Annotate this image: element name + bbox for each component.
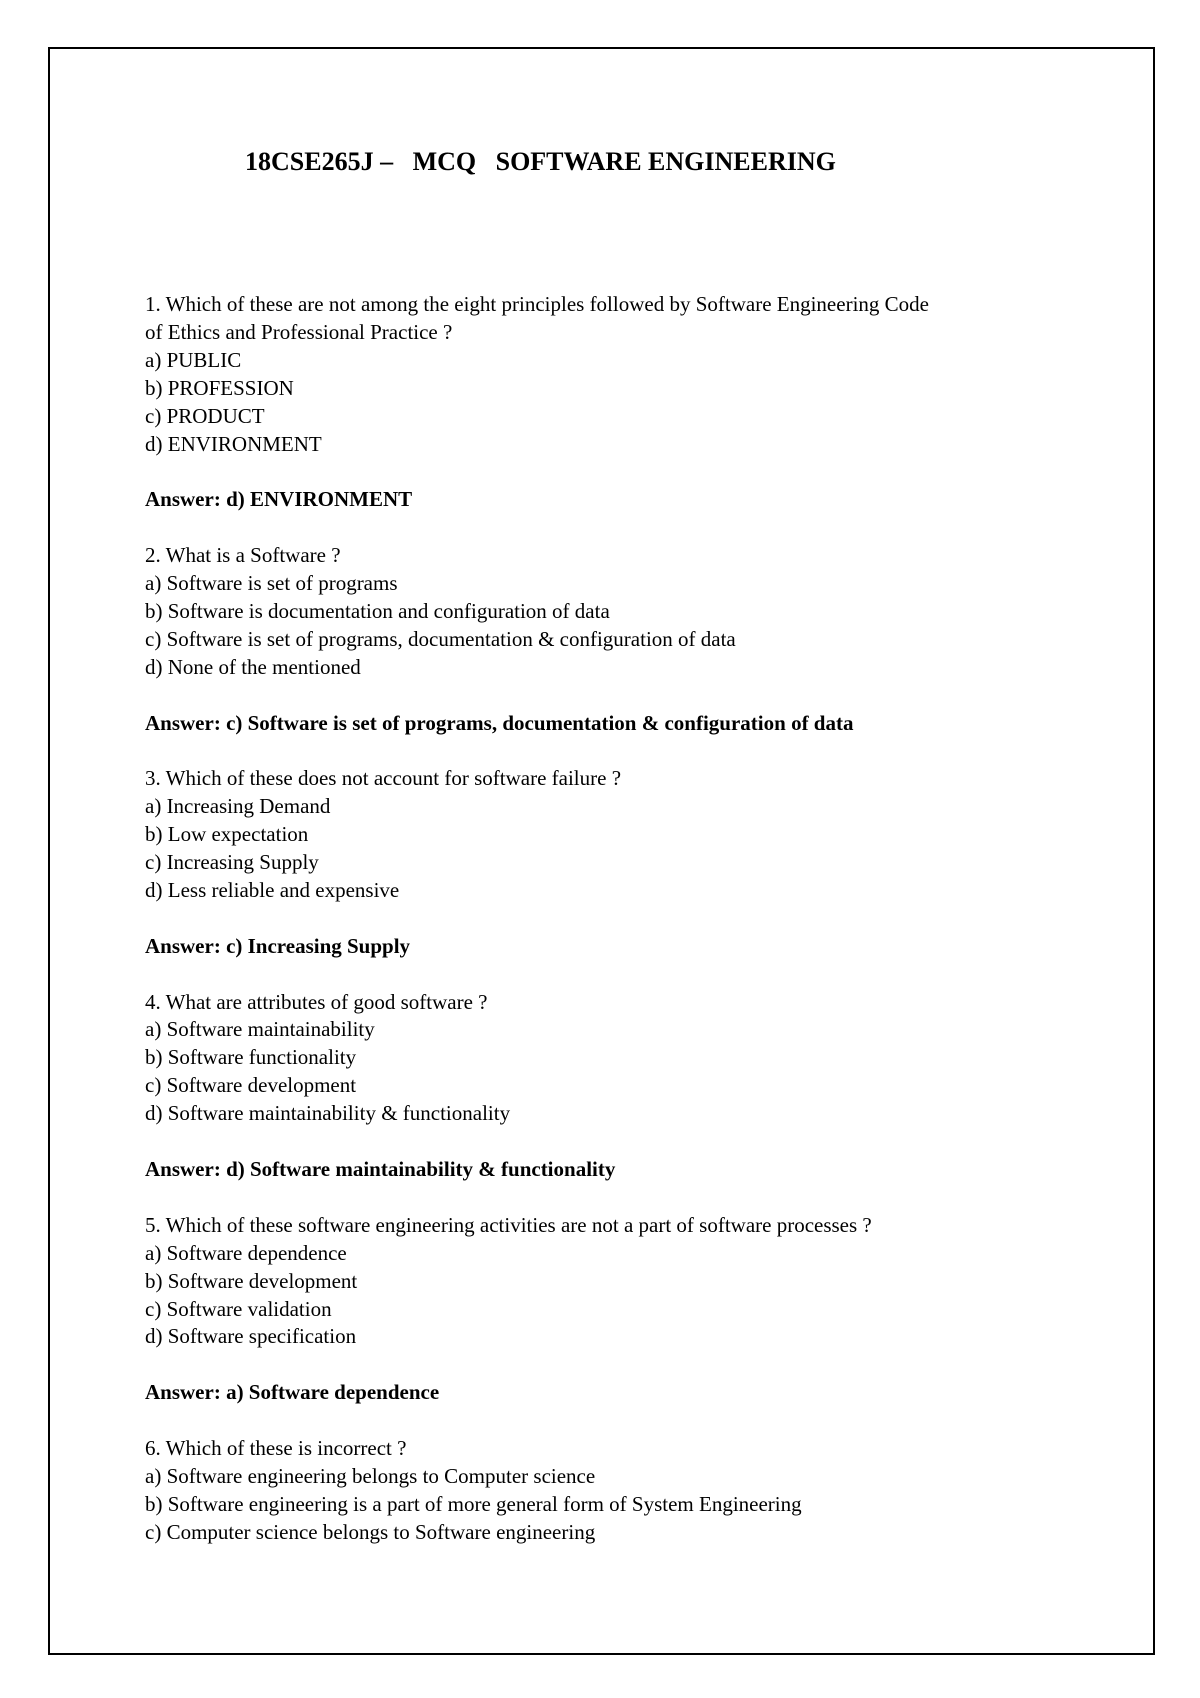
option-c: c) Software development — [145, 1073, 357, 1098]
answer: Answer: c) Increasing Supply — [145, 933, 411, 958]
question-text: 2. What is a Software ? — [145, 543, 341, 568]
answer: Answer: d) ENVIRONMENT — [145, 487, 413, 512]
question-text: 4. What are attributes of good software ? — [145, 989, 488, 1014]
question-1 — [145, 291, 1105, 514]
option-c: c) Computer science belongs to Software engineering — [145, 1519, 596, 1544]
answer: Answer: c) Software is set of programs, documentation & configuration of data — [145, 710, 854, 735]
option-c: c) Software validation — [145, 1296, 332, 1321]
option-a: a) PUBLIC — [145, 347, 242, 372]
question-text: 5. Which of these software engineering activities are not a part of software processes ? — [145, 1212, 872, 1237]
option-b: b) PROFESSION — [145, 375, 294, 400]
question-text: 6. Which of these is incorrect ? — [145, 1436, 407, 1460]
question-text: 3. Which of these does not account for software failure ? — [145, 766, 622, 791]
question-3 — [145, 765, 1105, 960]
option-d: d) Software specification — [145, 1324, 357, 1349]
option-d: d) Less reliable and expensive — [145, 877, 400, 902]
question-list — [145, 291, 1105, 1547]
option-a: a) Software engineering belongs to Computer science — [145, 1463, 596, 1488]
question-5 — [145, 1212, 1105, 1407]
option-b: b) Software functionality — [145, 1045, 357, 1070]
option-a: a) Software dependence — [145, 1240, 347, 1265]
question-text: of Ethics and Professional Practice ? — [145, 319, 453, 344]
question-6 — [145, 1435, 1105, 1547]
option-c: c) PRODUCT — [145, 403, 265, 428]
option-a: a) Increasing Demand — [145, 794, 331, 819]
option-b: b) Low expectation — [145, 822, 309, 847]
option-a: a) Software is set of programs — [145, 571, 398, 596]
option-c: c) Increasing Supply — [145, 850, 319, 875]
option-d: d) None of the mentioned — [145, 654, 361, 679]
option-d: d) Software maintainability & functionality — [145, 1101, 511, 1126]
option-b: b) Software engineering is a part of more general form of System Engineering — [145, 1491, 802, 1516]
option-c: c) Software is set of programs, documentation & configuration of data — [145, 626, 736, 651]
option-b: b) Software development — [145, 1268, 358, 1293]
answer: Answer: a) Software dependence — [145, 1380, 440, 1405]
question-text: 1. Which of these are not among the eight principles followed by Software Engineering Code — [145, 292, 929, 316]
question-4 — [145, 989, 1105, 1184]
question-2 — [145, 542, 1105, 737]
answer: Answer: d) Software maintainability & functionality — [145, 1156, 616, 1181]
option-b: b) Software is documentation and configuration of data — [145, 598, 610, 623]
page-title: 18CSE265J – MCQ SOFTWARE ENGINEERING — [245, 147, 836, 176]
option-d: d) ENVIRONMENT — [145, 431, 322, 456]
option-a: a) Software maintainability — [145, 1017, 375, 1042]
